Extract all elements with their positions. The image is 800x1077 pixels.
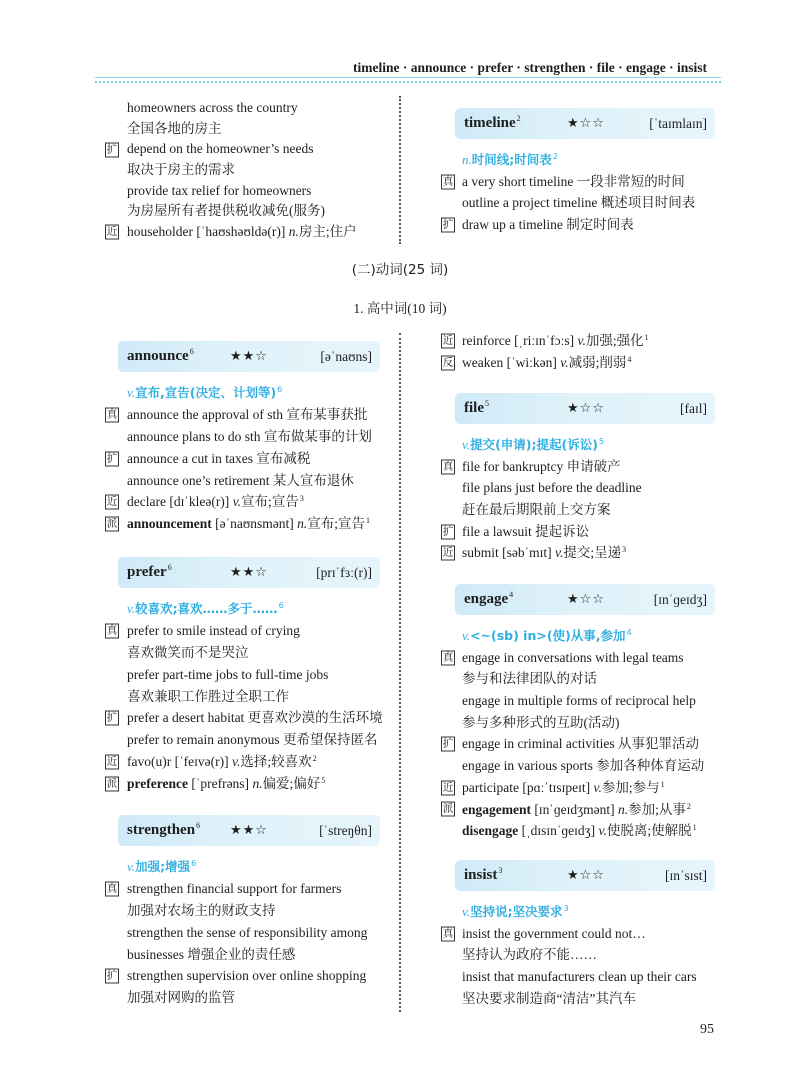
gloss: 提交;呈递 bbox=[563, 545, 622, 561]
example-text: announce the approval of sth 宣布某事获批 bbox=[127, 406, 368, 422]
example-text: announce one’s retirement 某人宣布退休 bbox=[127, 472, 354, 488]
headword-text: announce bbox=[127, 348, 189, 364]
part-of-speech: v. bbox=[462, 904, 471, 919]
tag-label: 近 bbox=[442, 334, 454, 347]
entry-timeline bbox=[441, 108, 717, 236]
phonetic: [ˈtaɪmlaɪn] bbox=[649, 116, 707, 131]
example-text: file for bankruptcy 申请破产 bbox=[462, 458, 621, 474]
tag-label: 真 bbox=[106, 408, 118, 421]
definition bbox=[105, 598, 387, 620]
example-text: businesses 增强企业的责任感 bbox=[127, 946, 296, 962]
example-text: draw up a timeline 制定时间表 bbox=[462, 217, 634, 233]
part-of-speech: v. bbox=[598, 823, 607, 839]
tag-label: 反 bbox=[442, 356, 454, 369]
frequency-sup: 6 bbox=[277, 385, 283, 394]
definition bbox=[441, 901, 717, 923]
frequency-sup: 6 bbox=[189, 347, 194, 356]
meaning: 坚持说;坚决要求 bbox=[470, 904, 563, 919]
related-word: reinforce bbox=[462, 333, 511, 348]
phonetic: [ˈwiːkən] bbox=[506, 354, 557, 370]
star-rating: ★★☆ bbox=[230, 823, 268, 838]
headword-text: strengthen bbox=[127, 822, 196, 838]
meaning: <~(sb) in>(使)从事,参加 bbox=[470, 628, 626, 643]
related-word-line bbox=[105, 751, 387, 773]
tag-label: 真 bbox=[442, 927, 454, 940]
example-text: prefer a desert habitat 更喜欢沙漠的生活环境 bbox=[127, 710, 383, 726]
frequency-sup: 3 bbox=[563, 904, 569, 913]
example-line bbox=[441, 521, 717, 543]
example-text: prefer to remain anonymous 更希望保持匿名 bbox=[127, 732, 378, 748]
part-of-speech: v. bbox=[555, 545, 564, 561]
headword bbox=[127, 341, 194, 373]
tag-label: 真 bbox=[442, 175, 454, 188]
example-line bbox=[105, 160, 387, 181]
example-text: engage in multiple forms of reciprocal help bbox=[462, 693, 696, 709]
headword bbox=[464, 108, 521, 140]
example-line bbox=[105, 98, 387, 119]
frequency-sup: 1 bbox=[660, 779, 665, 789]
tag-label: 近 bbox=[442, 546, 454, 559]
phonetic: [ɪnˈɡeɪdʒ] bbox=[653, 592, 707, 607]
part-of-speech: n. bbox=[297, 516, 308, 532]
example-text: prefer to smile instead of crying bbox=[127, 622, 300, 638]
related-word-line bbox=[441, 542, 717, 564]
related-word: preference bbox=[127, 776, 188, 792]
related-word: declare bbox=[127, 494, 166, 510]
example-text: strengthen supervision over online shopping bbox=[127, 968, 367, 984]
column-divider-top bbox=[399, 96, 401, 244]
part-of-speech: v. bbox=[127, 601, 136, 616]
phonetic: [dɪˈkleə(r)] bbox=[169, 494, 230, 510]
gloss: 加强;强化 bbox=[585, 333, 644, 348]
example-text: provide tax relief for homeowners bbox=[127, 182, 312, 198]
phonetic: [ˈhaʊshəʊldə(r)] bbox=[196, 224, 286, 240]
definition bbox=[441, 434, 717, 456]
related-word: participate bbox=[462, 779, 519, 795]
example-line bbox=[105, 664, 387, 686]
entry-prefer bbox=[105, 557, 387, 795]
gloss: 减弱;削弱 bbox=[568, 354, 627, 370]
part-of-speech: v. bbox=[127, 385, 136, 400]
example-line bbox=[441, 923, 717, 945]
example-line bbox=[441, 499, 717, 521]
related-word-line bbox=[441, 820, 717, 842]
example-text: homeowners across the country bbox=[127, 100, 298, 115]
example-line bbox=[441, 944, 717, 966]
frequency-sup: 3 bbox=[299, 494, 304, 504]
headword-box bbox=[118, 557, 380, 588]
headword-box bbox=[118, 341, 380, 372]
example-line bbox=[105, 201, 387, 222]
phonetic: [pɑːˈtɪsɪpeɪt] bbox=[522, 779, 591, 795]
meaning: 较喜欢;喜欢……多于…… bbox=[135, 601, 278, 616]
section-title: (二)动词(25 词) bbox=[351, 262, 449, 278]
tag-label: 扩 bbox=[106, 452, 118, 465]
tag-label: 扩 bbox=[442, 218, 454, 231]
tag-label: 近 bbox=[106, 225, 118, 238]
entry-insist bbox=[441, 860, 717, 1009]
example-line bbox=[105, 426, 387, 448]
headword-text: engage bbox=[464, 591, 509, 607]
example-line bbox=[441, 456, 717, 478]
column-divider-bottom bbox=[399, 333, 401, 1012]
example-line bbox=[105, 922, 387, 944]
related-word: submit bbox=[462, 545, 499, 561]
example-line bbox=[105, 878, 387, 900]
example-line bbox=[441, 647, 717, 669]
tag-label: 派 bbox=[442, 802, 454, 815]
entry-file bbox=[441, 393, 717, 564]
tag-label: 扩 bbox=[106, 711, 118, 724]
phonetic: [faɪl] bbox=[680, 401, 707, 416]
continued-entry bbox=[105, 98, 387, 243]
phonetic: [prɪˈfɜː(r)] bbox=[316, 565, 372, 580]
entry-strengthen bbox=[105, 815, 387, 1009]
example-text: 加强对农场主的财政支持 bbox=[127, 902, 276, 918]
example-text: a very short timeline 一段非常短的时间 bbox=[462, 173, 685, 189]
example-text: 喜欢微笑而不是哭泣 bbox=[127, 644, 249, 660]
example-text: 坚持认为政府不能…… bbox=[462, 947, 597, 963]
example-line bbox=[105, 707, 387, 729]
frequency-sup: 3 bbox=[498, 866, 503, 875]
related-word: favo(u)r bbox=[127, 754, 172, 770]
example-line bbox=[105, 139, 387, 160]
frequency-sup: 6 bbox=[167, 563, 172, 572]
star-rating: ★★☆ bbox=[230, 349, 268, 364]
related-word-line bbox=[441, 777, 717, 799]
frequency-sup: 4 bbox=[627, 354, 632, 364]
frequency-sup: 3 bbox=[622, 545, 627, 555]
example-text: announce a cut in taxes 宣布减税 bbox=[127, 450, 311, 466]
related-word-line bbox=[105, 222, 387, 243]
frequency-sup: 2 bbox=[312, 754, 317, 764]
example-line bbox=[441, 668, 717, 690]
headword-box bbox=[455, 108, 715, 139]
related-word-line bbox=[441, 799, 717, 821]
tag-label: 近 bbox=[106, 495, 118, 508]
part-of-speech: v. bbox=[560, 354, 569, 370]
gloss: 宣布;宣告 bbox=[307, 516, 366, 532]
example-line bbox=[105, 470, 387, 492]
example-line bbox=[441, 988, 717, 1010]
frequency-sup: 1 bbox=[692, 823, 697, 833]
example-line bbox=[105, 119, 387, 140]
example-text: 坚决要求制造商“清洁”其汽车 bbox=[462, 990, 636, 1006]
phonetic: [ˌriːɪnˈfɔːs] bbox=[514, 333, 575, 348]
example-text: insist the government could not… bbox=[462, 925, 646, 941]
headword bbox=[464, 393, 489, 425]
example-line bbox=[441, 712, 717, 734]
frequency-sup: 2 bbox=[686, 801, 691, 811]
part-of-speech: v. bbox=[462, 437, 471, 452]
part-of-speech: n. bbox=[617, 801, 629, 817]
entry-engage bbox=[441, 584, 717, 842]
example-text: announce plans to do sth 宣布做某事的计划 bbox=[127, 428, 372, 444]
frequency-sup: 5 bbox=[321, 776, 326, 786]
example-text: 为房屋所有者提供税收减免(服务) bbox=[127, 203, 325, 219]
related-word-line bbox=[441, 352, 717, 374]
subsection-title: 1. 高中词(10 词) bbox=[353, 301, 447, 316]
frequency-sup: 2 bbox=[516, 114, 521, 123]
headword-text: file bbox=[464, 400, 484, 416]
gloss: 宣布;宣告 bbox=[241, 494, 299, 510]
example-text: engage in conversations with legal teams bbox=[462, 649, 684, 665]
phonetic: [əˈnaʊnsmənt] bbox=[215, 516, 294, 532]
gloss: 参加;参与 bbox=[601, 779, 660, 795]
example-text: 参与多种形式的互助(活动) bbox=[462, 714, 620, 730]
star-rating: ★☆☆ bbox=[567, 116, 605, 131]
page-number: 95 bbox=[700, 1022, 714, 1037]
example-line bbox=[105, 944, 387, 966]
part-of-speech: v. bbox=[593, 779, 602, 795]
tag-label: 扩 bbox=[106, 969, 118, 982]
frequency-sup: 4 bbox=[509, 590, 514, 599]
related-word: disengage bbox=[462, 823, 519, 839]
phonetic: [səbˈmɪt] bbox=[502, 545, 552, 561]
headword-box bbox=[118, 815, 380, 846]
example-line bbox=[441, 755, 717, 777]
frequency-sup: 6 bbox=[196, 821, 201, 830]
part-of-speech: n. bbox=[462, 152, 472, 167]
tag-label: 真 bbox=[442, 460, 454, 473]
meaning: 宣布,宣告(决定、计划等) bbox=[135, 385, 277, 400]
example-text: strengthen the sense of responsibility among bbox=[127, 924, 368, 940]
example-line bbox=[105, 686, 387, 708]
meaning: 加强;增强 bbox=[135, 859, 191, 874]
definition bbox=[105, 856, 387, 878]
phonetic: [əˈnaʊns] bbox=[320, 349, 372, 364]
example-line bbox=[441, 733, 717, 755]
headword bbox=[464, 584, 513, 616]
frequency-sup: 1 bbox=[366, 516, 371, 526]
gloss: 偏爱;偏好 bbox=[262, 776, 321, 792]
headword-text: prefer bbox=[127, 564, 167, 580]
example-line bbox=[441, 214, 717, 236]
definition bbox=[441, 625, 717, 647]
example-line bbox=[105, 729, 387, 751]
example-line bbox=[105, 642, 387, 664]
tag-label: 近 bbox=[106, 755, 118, 768]
related-word-line bbox=[105, 491, 387, 513]
part-of-speech: v. bbox=[127, 859, 136, 874]
headword bbox=[127, 557, 172, 589]
related-word: engagement bbox=[462, 801, 531, 817]
frequency-sup: 1 bbox=[644, 333, 649, 342]
frequency-sup: 6 bbox=[191, 859, 197, 868]
part-of-speech: n. bbox=[288, 224, 299, 240]
headword-box bbox=[455, 584, 715, 615]
example-text: 取决于房主的需求 bbox=[127, 162, 235, 178]
related-word: householder bbox=[127, 224, 193, 240]
example-text: outline a project timeline 概述项目时间表 bbox=[462, 195, 696, 211]
tag-label: 真 bbox=[442, 651, 454, 664]
headword bbox=[464, 860, 502, 892]
phonetic: [ˈprefrəns] bbox=[191, 776, 250, 792]
meaning: 时间线;时间表 bbox=[471, 152, 552, 167]
tag-label: 扩 bbox=[106, 143, 118, 156]
tag-label: 近 bbox=[442, 781, 454, 794]
example-line bbox=[105, 965, 387, 987]
example-line bbox=[441, 690, 717, 712]
tag-label: 真 bbox=[106, 882, 118, 895]
example-line bbox=[105, 620, 387, 642]
example-line bbox=[105, 404, 387, 426]
example-text: file a lawsuit 提起诉讼 bbox=[462, 523, 590, 539]
example-line bbox=[441, 192, 717, 214]
meaning: 提交(申请);提起(诉讼) bbox=[470, 437, 598, 452]
phonetic: [ɪnˈsɪst] bbox=[665, 868, 707, 883]
star-rating: ★☆☆ bbox=[567, 401, 605, 416]
definition bbox=[441, 149, 717, 171]
example-line bbox=[105, 900, 387, 922]
frequency-sup: 6 bbox=[278, 601, 284, 610]
star-rating: ★☆☆ bbox=[567, 868, 605, 883]
running-head: timeline · announce · prefer · strengthen · file · engage · insist bbox=[353, 60, 707, 75]
tag-label: 派 bbox=[106, 777, 118, 790]
tag-label: 扩 bbox=[442, 525, 454, 538]
headword bbox=[127, 815, 200, 847]
frequency-sup: 2 bbox=[552, 152, 558, 161]
example-text: strengthen financial support for farmers bbox=[127, 880, 342, 896]
example-line bbox=[441, 171, 717, 193]
tag-label: 派 bbox=[106, 517, 118, 530]
part-of-speech: n. bbox=[252, 776, 263, 792]
phonetic: [ˈfeɪvə(r)] bbox=[174, 754, 229, 770]
phonetic: [ˈstreŋθn] bbox=[319, 823, 372, 838]
frequency-sup: 5 bbox=[485, 399, 489, 408]
example-line bbox=[441, 477, 717, 499]
example-text: insist that manufacturers clean up their cars bbox=[462, 969, 697, 985]
example-text: 赶在最后期限前上交方案 bbox=[462, 502, 611, 518]
example-text: file plans just before the deadline bbox=[462, 480, 642, 496]
tag-label: 真 bbox=[106, 624, 118, 637]
related-word-line bbox=[105, 773, 387, 795]
tag-label: 扩 bbox=[442, 737, 454, 750]
phonetic: [ˌdɪsɪnˈɡeɪdʒ] bbox=[521, 823, 596, 839]
example-line bbox=[441, 966, 717, 988]
example-text: depend on the homeowner’s needs bbox=[127, 141, 314, 157]
entry-announce bbox=[105, 341, 387, 535]
part-of-speech: v. bbox=[231, 754, 241, 770]
part-of-speech: v. bbox=[462, 628, 471, 643]
part-of-speech: v. bbox=[232, 494, 242, 510]
example-text: 喜欢兼职工作胜过全职工作 bbox=[127, 688, 289, 704]
related-word-line bbox=[105, 513, 387, 535]
related-word: weaken bbox=[462, 354, 504, 370]
example-text: 参与和法律团队的对话 bbox=[462, 671, 597, 687]
related-word: announcement bbox=[127, 516, 212, 532]
phonetic: [ɪnˈɡeɪdʒmənt] bbox=[534, 801, 615, 817]
entry-strengthen-continued bbox=[441, 330, 717, 373]
headword-box bbox=[455, 860, 715, 891]
related-word-line bbox=[441, 330, 717, 352]
star-rating: ★☆☆ bbox=[567, 592, 605, 607]
definition bbox=[105, 382, 387, 404]
header-rule bbox=[95, 77, 721, 83]
gloss: 房主;住户 bbox=[298, 224, 357, 240]
example-text: engage in criminal activities 从事犯罪活动 bbox=[462, 736, 699, 752]
headword-box bbox=[455, 393, 715, 424]
example-line bbox=[105, 181, 387, 202]
example-text: prefer part-time jobs to full-time jobs bbox=[127, 666, 329, 682]
headword-text: insist bbox=[464, 867, 498, 883]
frequency-sup: 4 bbox=[626, 628, 632, 637]
example-line bbox=[105, 987, 387, 1009]
gloss: 参加;从事 bbox=[628, 801, 686, 817]
gloss: 选择;较喜欢 bbox=[240, 754, 312, 770]
star-rating: ★★☆ bbox=[230, 565, 268, 580]
example-text: 加强对网购的监管 bbox=[127, 990, 235, 1006]
headword-text: timeline bbox=[464, 115, 516, 131]
example-line bbox=[105, 448, 387, 470]
frequency-sup: 5 bbox=[598, 437, 605, 446]
gloss: 使脱离;使解脱 bbox=[606, 823, 692, 839]
example-text: engage in various sports 参加各种体育运动 bbox=[462, 758, 705, 774]
example-text: 全国各地的房主 bbox=[127, 120, 222, 136]
part-of-speech: v. bbox=[577, 333, 586, 348]
